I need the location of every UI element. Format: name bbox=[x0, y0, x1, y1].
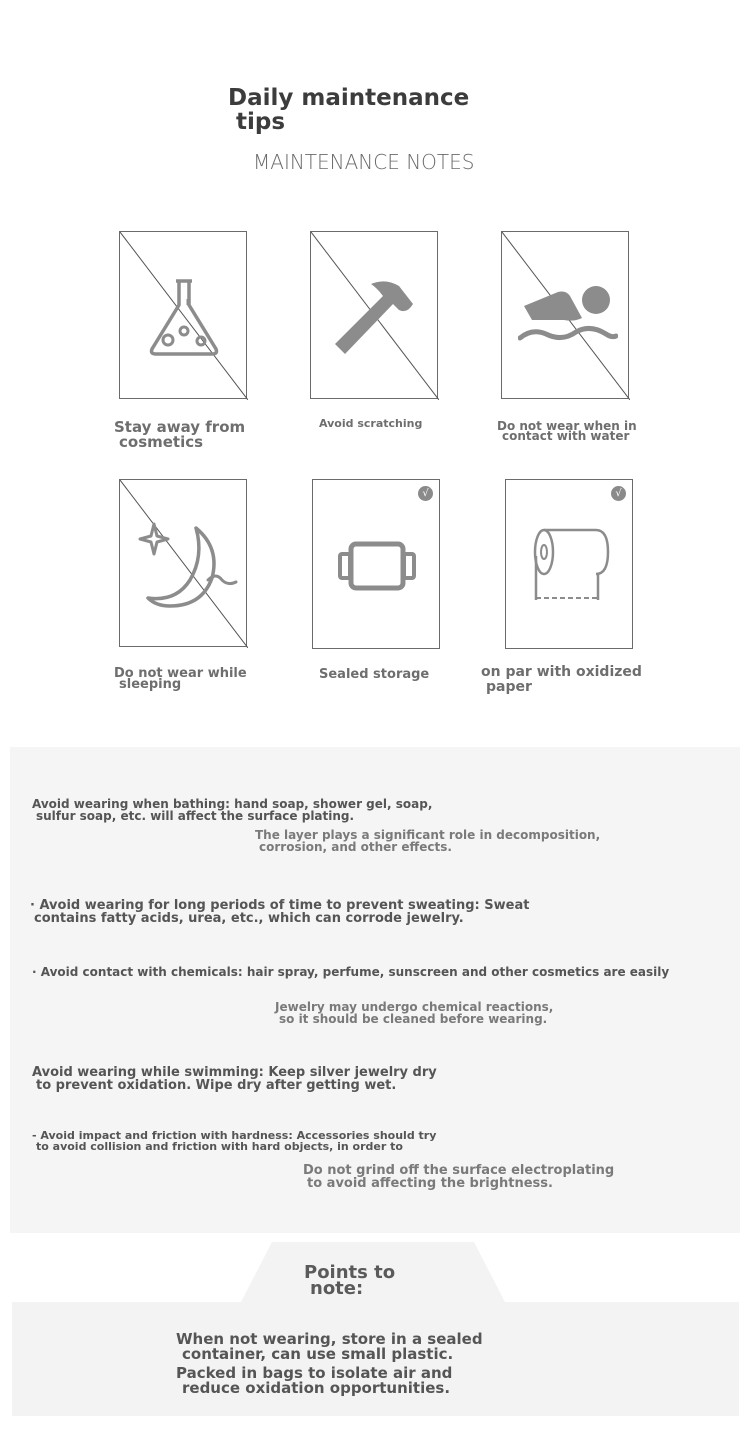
note-line-1: Avoid wearing when bathing: hand soap, shower gel, soap, bbox=[32, 797, 433, 811]
caption-oxidized-paper bbox=[481, 665, 642, 695]
note-bathing-cont bbox=[255, 829, 600, 853]
hammer-icon bbox=[333, 276, 417, 356]
check-badge: √ bbox=[418, 486, 433, 501]
note-swimming bbox=[32, 1066, 437, 1092]
points-title-line-1: Points to bbox=[304, 1262, 396, 1283]
note-impact-cont bbox=[303, 1164, 614, 1190]
flask-icon bbox=[146, 277, 222, 357]
point-line-2: container, can use small plastic. bbox=[182, 1345, 454, 1363]
card-sealed-storage bbox=[312, 479, 440, 649]
note-line-2: corrosion, and other effects. bbox=[259, 840, 452, 854]
caption-line-2: cosmetics bbox=[119, 433, 204, 451]
caption-line-2: paper bbox=[486, 679, 532, 695]
caption-line-1: Do not wear while bbox=[114, 666, 247, 681]
note-line-1: Avoid wearing while swimming: Keep silver jewelry dry bbox=[32, 1065, 437, 1080]
container-icon bbox=[337, 540, 417, 592]
note-chemicals bbox=[32, 966, 669, 978]
note-line-2: sulfur soap, etc. will affect the surface plating. bbox=[36, 809, 355, 823]
note-impact bbox=[32, 1130, 436, 1152]
caption-line-1: on par with oxidized bbox=[481, 664, 642, 680]
points-title bbox=[304, 1262, 396, 1299]
caption-sleeping bbox=[114, 668, 247, 690]
moon-icon bbox=[136, 522, 240, 612]
note-line-1: · Avoid wearing for long periods of time to prevent sweating: Sweat bbox=[30, 898, 530, 913]
card-cosmetics bbox=[119, 231, 247, 399]
page-title bbox=[228, 86, 518, 134]
card-scratching bbox=[310, 231, 438, 399]
note-line-1: The layer plays a significant role in decomposition, bbox=[255, 828, 601, 842]
note-line-2: to prevent oxidation. Wipe dry after getting wet. bbox=[36, 1078, 397, 1093]
point-line-1: When not wearing, store in a sealed bbox=[176, 1330, 483, 1348]
card-sleeping bbox=[119, 479, 247, 647]
caption-line-2: contact with water bbox=[502, 429, 630, 443]
point-bags bbox=[176, 1366, 452, 1396]
point-storage bbox=[176, 1332, 483, 1362]
swimmer-icon bbox=[518, 284, 618, 352]
point-line-2: reduce oxidation opportunities. bbox=[182, 1379, 451, 1397]
note-line-2: contains fatty acids, urea, etc., which can corrode jewelry. bbox=[34, 911, 464, 926]
note-bathing bbox=[32, 798, 432, 822]
page-subtitle: MAINTENANCE NOTES bbox=[253, 150, 475, 174]
note-line-1: · Avoid contact with chemicals: hair spray, perfume, sunscreen and other cosmetics are easily bbox=[32, 965, 670, 979]
points-title-line-2: note: bbox=[310, 1278, 364, 1299]
note-line-1: Jewelry may undergo chemical reactions, bbox=[275, 1000, 554, 1014]
caption-line-1: Stay away from bbox=[114, 418, 246, 436]
caption-line-1: Sealed storage bbox=[319, 667, 430, 682]
caption-scratching bbox=[319, 416, 422, 431]
caption-line-2: sleeping bbox=[119, 677, 182, 692]
title-line-2: tips bbox=[236, 109, 286, 135]
check-badge: √ bbox=[611, 486, 626, 501]
note-line-1: - Avoid impact and friction with hardness: Accessories should try bbox=[32, 1129, 437, 1142]
title-line-1: Daily maintenance bbox=[228, 85, 470, 111]
note-line-2: to avoid affecting the brightness. bbox=[307, 1176, 553, 1191]
note-chemicals-cont bbox=[275, 1001, 553, 1025]
caption-line-1: Avoid scratching bbox=[319, 417, 423, 430]
note-sweating bbox=[30, 899, 529, 925]
note-line-2: to avoid collision and friction with hard objects, in order to bbox=[36, 1140, 403, 1153]
caption-line-1: Do not wear when in bbox=[497, 419, 637, 433]
note-line-1: Do not grind off the surface electroplating bbox=[303, 1163, 615, 1178]
caption-sealed-storage bbox=[319, 667, 429, 682]
point-line-1: Packed in bags to isolate air and bbox=[176, 1364, 453, 1382]
note-line-2: so it should be cleaned before wearing. bbox=[279, 1012, 548, 1026]
caption-cosmetics bbox=[114, 420, 245, 450]
paper-roll-icon bbox=[532, 528, 612, 604]
card-water bbox=[501, 231, 629, 399]
card-oxidized-paper bbox=[505, 479, 633, 649]
caption-water bbox=[497, 421, 637, 441]
